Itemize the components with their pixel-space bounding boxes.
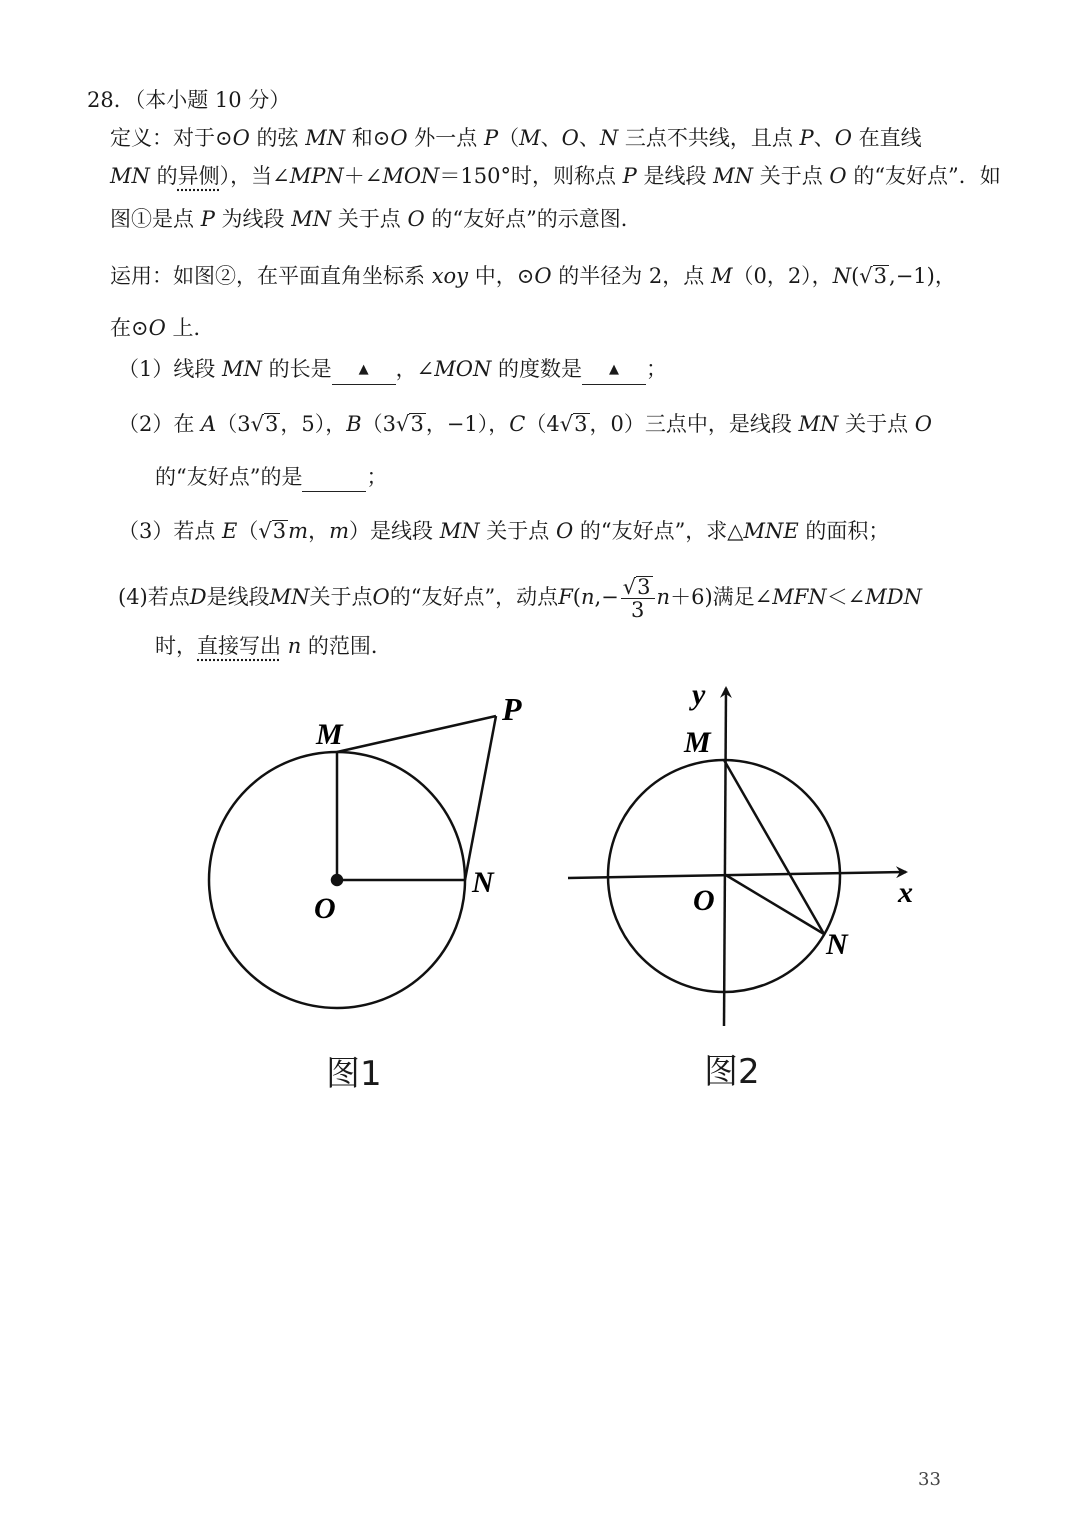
math: MN xyxy=(798,412,839,436)
sqrt-sign-icon: √ xyxy=(859,264,873,288)
math: MFN xyxy=(772,585,827,609)
math: C xyxy=(509,412,526,436)
math: MON xyxy=(382,164,440,188)
text: 、 xyxy=(540,126,562,150)
text: 的范围． xyxy=(301,634,392,658)
fig2-segment-mn xyxy=(724,760,824,934)
sqrt-sign-icon: √ xyxy=(250,412,264,436)
text: ， xyxy=(308,519,330,543)
fig2-label-o: O xyxy=(693,884,715,917)
text: 的 xyxy=(149,164,178,188)
text: 定义：对于⊙ xyxy=(110,126,233,150)
math: MN xyxy=(305,126,346,150)
text: 的“友好点”．如 xyxy=(846,164,1001,188)
radicand: 3 xyxy=(410,412,424,436)
question-header: 28．（本小题 10 分） xyxy=(87,88,291,112)
text: ，−1）， xyxy=(425,412,510,436)
text: 的半径为 2，点 xyxy=(551,264,711,288)
sqrt-sign-icon: √ xyxy=(622,575,637,599)
math: E xyxy=(222,519,238,543)
text: ＝150°时，则称点 xyxy=(439,164,623,188)
text: 三点不共线，且点 xyxy=(618,126,800,150)
fig1-label-p: P xyxy=(502,691,522,727)
text: 关于点 xyxy=(838,412,915,436)
triangle-icon: ▲ xyxy=(609,362,620,377)
fig2-label-x: x xyxy=(898,876,913,909)
text: ＜∠ xyxy=(826,585,866,609)
math: n xyxy=(580,585,595,609)
triangle-icon: ▲ xyxy=(358,362,369,377)
text: 运用：如图②，在平面直角坐标系 xyxy=(110,264,432,288)
text: 的“友好点”的是 xyxy=(155,465,303,489)
text: 关于点 xyxy=(331,207,408,231)
page-number: 33 xyxy=(918,1469,941,1490)
sqrt-sign-icon: √ xyxy=(559,412,574,436)
math: B xyxy=(346,412,362,436)
text: （0，2）， xyxy=(732,264,833,288)
fig1-segment-pn xyxy=(465,716,496,880)
fig2-label-y: y xyxy=(692,678,706,711)
figure-1-caption: 图1 xyxy=(326,1054,382,1094)
text: 在⊙ xyxy=(110,316,149,340)
fig1-center-dot xyxy=(332,875,342,885)
fig2-label-n: N xyxy=(826,928,848,961)
text: ； xyxy=(646,357,668,381)
text: （4 xyxy=(525,412,560,436)
math: MON xyxy=(434,357,492,381)
math: O xyxy=(914,412,933,436)
math: m xyxy=(329,519,349,543)
text: 的“友好点”的示意图． xyxy=(424,207,642,231)
text: （ xyxy=(498,126,520,150)
math: MNE xyxy=(743,519,799,543)
math: P xyxy=(200,207,215,231)
fig2-segment-on xyxy=(724,874,824,934)
text: ）是线段 xyxy=(349,519,440,543)
text: 、 xyxy=(578,126,600,150)
text: ； xyxy=(366,465,388,489)
math: M xyxy=(710,264,733,288)
math: A xyxy=(201,412,217,436)
text: ，0）三点中，是线段 xyxy=(589,412,799,436)
text: 上． xyxy=(165,316,215,340)
text: 、 xyxy=(813,126,835,150)
radicand: 3 xyxy=(264,412,279,436)
text: 时， xyxy=(155,634,197,658)
math: MN xyxy=(269,585,310,609)
math: O xyxy=(834,126,852,150)
math: F xyxy=(558,585,573,609)
math: n xyxy=(287,634,302,658)
sqrt-sign-icon: √ xyxy=(258,519,272,543)
text: ），当∠ xyxy=(219,164,290,188)
radicand: 3 xyxy=(637,575,651,599)
math: O xyxy=(534,264,552,288)
text: （1）线段 xyxy=(118,357,223,381)
math: O xyxy=(829,164,847,188)
sqrt-sign-icon: √ xyxy=(396,412,410,436)
text: （2）在 xyxy=(118,412,202,436)
text: （ xyxy=(237,519,259,543)
text: ＋6)满足∠ xyxy=(670,585,773,609)
math: MPN xyxy=(289,164,344,188)
text: 中，⊙ xyxy=(468,264,535,288)
math: O xyxy=(232,126,250,150)
text: 为线段 xyxy=(214,207,292,231)
math: MN xyxy=(291,207,332,231)
math: n xyxy=(656,585,671,609)
math: xoy xyxy=(431,264,469,288)
emphasis-text: 异侧 xyxy=(177,164,220,188)
text: 关于点 xyxy=(479,519,556,543)
math: M xyxy=(519,126,541,150)
math: O xyxy=(561,126,579,150)
text: ,−1)， xyxy=(889,264,956,288)
text: ＋∠ xyxy=(343,164,383,188)
math: O xyxy=(390,126,408,150)
text: 是线段 xyxy=(636,164,714,188)
figure-2-caption: 图2 xyxy=(704,1052,760,1092)
fig1-segment-mp xyxy=(337,716,496,752)
math: MDN xyxy=(865,585,923,609)
math: MN xyxy=(222,357,262,381)
math: P xyxy=(622,164,637,188)
text: ,− xyxy=(594,585,619,609)
figure-2 xyxy=(568,688,906,1026)
text: 关于点 xyxy=(309,585,373,609)
math: N xyxy=(599,126,619,150)
emphasis-text: 直接写出 xyxy=(197,634,281,658)
fig1-label-m: M xyxy=(316,718,343,751)
math: N xyxy=(832,264,852,288)
text: ，∠ xyxy=(395,357,435,381)
fig1-label-o: O xyxy=(314,892,336,925)
fraction-denominator: 3 xyxy=(630,598,645,622)
text: 的弦 xyxy=(249,126,306,150)
math: O xyxy=(148,316,166,340)
math: P xyxy=(799,126,814,150)
text: 的度数是 xyxy=(491,357,583,381)
math: P xyxy=(483,126,499,150)
math: O xyxy=(372,585,390,609)
radicand: 3 xyxy=(574,412,588,436)
fig2-y-axis xyxy=(724,688,726,1026)
text: 关于点 xyxy=(753,164,830,188)
text: 外一点 xyxy=(407,126,484,150)
text: ( xyxy=(572,585,581,609)
text: ，5）， xyxy=(280,412,347,436)
math: m xyxy=(288,519,309,543)
text: ( xyxy=(851,264,860,288)
radicand: 3 xyxy=(873,264,888,288)
fig2-x-axis xyxy=(568,872,906,878)
math: MN xyxy=(439,519,480,543)
fig2-label-m: M xyxy=(684,726,711,759)
figure-1 xyxy=(209,716,496,1008)
math: O xyxy=(555,519,574,543)
math: MN xyxy=(713,164,754,188)
text: 在直线 xyxy=(851,126,922,150)
math: D xyxy=(189,585,207,609)
text: （3 xyxy=(216,412,251,436)
text: （3）若点 xyxy=(118,519,223,543)
text: 的“友好点”，动点 xyxy=(389,585,559,609)
text: 的“友好点”，求△ xyxy=(573,519,744,543)
text: 和⊙ xyxy=(345,126,391,150)
text: 图①是点 xyxy=(110,207,201,231)
text: 的面积； xyxy=(798,519,890,543)
fig1-label-n: N xyxy=(472,866,494,899)
text: (4)若点 xyxy=(118,585,190,609)
math: O xyxy=(407,207,425,231)
text: 是线段 xyxy=(206,585,270,609)
radicand: 3 xyxy=(272,519,287,543)
math: MN xyxy=(110,164,150,188)
text: （3 xyxy=(361,412,397,436)
text: 的长是 xyxy=(261,357,332,381)
